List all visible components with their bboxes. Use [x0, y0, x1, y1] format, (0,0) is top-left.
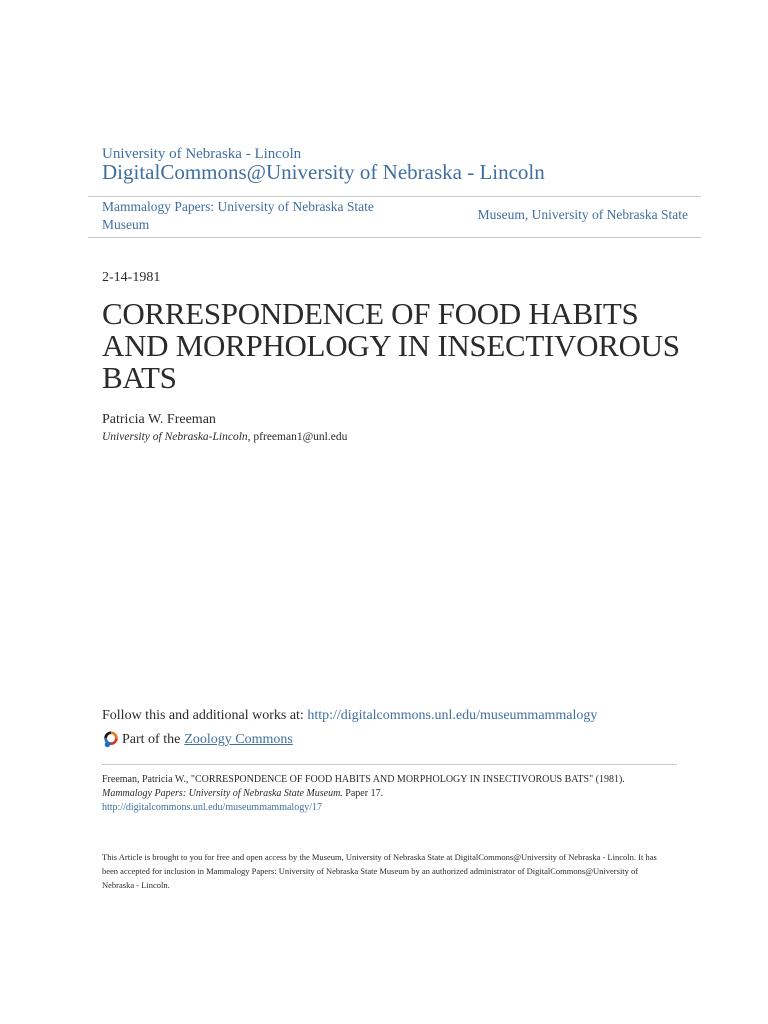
- series-link[interactable]: Mammalogy Papers: University of Nebraska State Museum: [102, 199, 374, 232]
- divider-top: [88, 196, 701, 197]
- follow-label: Follow this and additional works at:: [102, 708, 308, 723]
- zoology-commons-link[interactable]: Zoology Commons: [184, 732, 293, 747]
- author-email[interactable]: , pfreeman1@unl.edu: [247, 431, 348, 443]
- university-name[interactable]: University of Nebraska - Lincoln: [102, 146, 302, 162]
- open-access-icon: [102, 731, 120, 749]
- department-link[interactable]: Museum, University of Nebraska State: [477, 207, 688, 222]
- affiliation-institution: University of Nebraska-Lincoln: [102, 431, 248, 443]
- author-affiliation: [102, 431, 347, 443]
- follow-line: [102, 708, 597, 724]
- citation-source: [102, 787, 682, 801]
- part-of-label: Part of the: [122, 732, 181, 747]
- citation-url[interactable]: http://digitalcommons.unl.edu/museummammalogy/17: [102, 802, 322, 813]
- divider-citation: [102, 764, 677, 765]
- access-notice: This Article is brought to you for free and open access by the Museum, University of Nebraska State at DigitalCommons@University of Nebraska - Lincoln. It has been accepted for inclusion in Mammalogy Papers: University of Nebraska State Museum by an authorized administrator of DigitalCommons@University of Nebraska - Lincoln.: [102, 852, 657, 890]
- part-of-line: [102, 731, 293, 749]
- citation-text: Freeman, Patricia W., "CORRESPONDENCE OF FOOD HABITS AND MORPHOLOGY IN INSECTIVOROUS BATS" (1981).: [102, 774, 625, 785]
- citation-paper: Paper 17.: [342, 788, 384, 799]
- repository-title[interactable]: DigitalCommons@University of Nebraska - Lincoln: [102, 160, 545, 184]
- collection-link[interactable]: http://digitalcommons.unl.edu/museummammalogy: [307, 708, 598, 723]
- author-name: Patricia W. Freeman: [102, 412, 216, 427]
- divider-series: [88, 237, 701, 238]
- article-title: CORRESPONDENCE OF FOOD HABITS AND MORPHOLOGY IN INSECTIVOROUS BATS: [102, 296, 680, 395]
- citation-block: [102, 773, 682, 815]
- publication-date: 2-14-1981: [102, 270, 161, 285]
- citation-journal: Mammalogy Papers: University of Nebraska State Museum.: [102, 788, 343, 799]
